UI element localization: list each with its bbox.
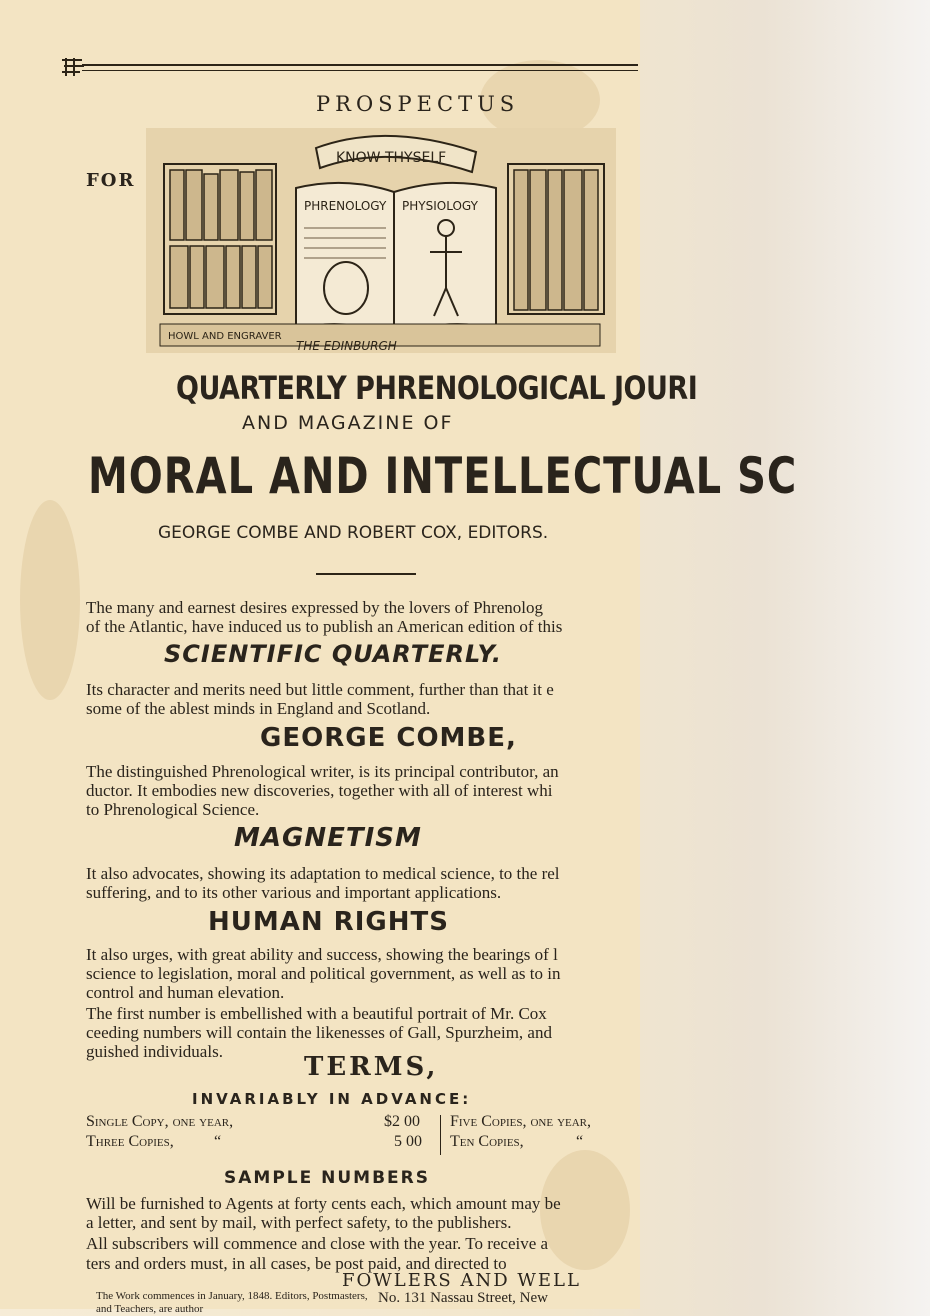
paragraph-line: suffering, and to its other various and important applications. bbox=[86, 883, 502, 902]
paragraph-line: ductor. It embodies new discoveries, together with all of interest whi bbox=[86, 781, 553, 800]
price-divider bbox=[440, 1115, 441, 1155]
price-label: Three Copies, bbox=[86, 1133, 174, 1150]
publisher-address: No. 131 Nassau Street, New bbox=[378, 1290, 548, 1306]
book-right-title: PHYSIOLOGY bbox=[402, 199, 478, 213]
for-label: FOR bbox=[86, 170, 136, 191]
paragraph-line: The many and earnest desires expressed by the lovers of Phrenolog bbox=[86, 598, 543, 617]
commence-note: The Work commences in January, 1848. Editors, Postmasters, and Teachers, are author bbox=[96, 1290, 368, 1315]
ditto-mark: “ bbox=[214, 1133, 222, 1150]
paragraph-line: ceeding numbers will contain the likenesses of Gall, Spurzheim, and bbox=[86, 1023, 552, 1042]
price-label: Single Copy, one year, bbox=[86, 1113, 234, 1130]
paragraph-line: The distinguished Phrenological writer, is its principal contributor, an bbox=[86, 762, 559, 781]
price-label: Ten Copies, bbox=[450, 1133, 524, 1150]
terms-heading: TERMS, bbox=[304, 1052, 439, 1082]
title-line-1: QUARTERLY PHRENOLOGICAL JOURI bbox=[176, 370, 698, 408]
sample-line: Will be furnished to Agents at forty cents each, which amount may be bbox=[86, 1194, 561, 1213]
top-ornament-icon bbox=[60, 56, 86, 78]
sample-line: a letter, and sent by mail, with perfect safety, to the publishers. bbox=[86, 1213, 512, 1232]
engraver-credit: HOWL AND ENGRAVER bbox=[168, 331, 282, 342]
paragraph-line: guished individuals. bbox=[86, 1042, 223, 1061]
title-line-3: MORAL AND INTELLECTUAL SC bbox=[88, 448, 798, 506]
terms-subheading: INVARIABLY IN ADVANCE: bbox=[192, 1090, 472, 1108]
price-table bbox=[84, 1113, 640, 1157]
heading-scientific-quarterly: SCIENTIFIC QUARTERLY. bbox=[164, 640, 503, 668]
top-rule-thin bbox=[82, 70, 638, 71]
top-rule bbox=[82, 64, 638, 66]
paragraph-line: It also advocates, showing its adaptation to medical science, to the rel bbox=[86, 864, 560, 883]
paper-stain bbox=[20, 500, 80, 700]
paragraph-line: The first number is embellished with a beautiful portrait of Mr. Cox bbox=[86, 1004, 547, 1023]
price-value: $2 00 bbox=[384, 1113, 420, 1130]
paragraph-line: some of the ablest minds in England and Scotland. bbox=[86, 699, 431, 718]
paragraph-line: control and human elevation. bbox=[86, 983, 285, 1002]
banner-text: KNOW THYSELF bbox=[336, 150, 447, 166]
sample-numbers-heading: SAMPLE NUMBERS bbox=[224, 1168, 430, 1188]
sample-line: ters and orders must, in all cases, be post paid, and directed to bbox=[86, 1254, 507, 1273]
price-value: 5 00 bbox=[394, 1133, 422, 1150]
decorative-rule bbox=[316, 573, 416, 575]
heading-human-rights: HUMAN RIGHTS bbox=[208, 907, 449, 937]
paragraph-line: science to legislation, moral and political government, as well as to in bbox=[86, 964, 561, 983]
editors-line: GEORGE COMBE AND ROBERT COX, EDITORS. bbox=[158, 523, 549, 543]
publisher-name: FOWLERS AND WELL bbox=[342, 1270, 581, 1291]
prospectus-heading: PROSPECTUS bbox=[316, 92, 520, 116]
sample-line: All subscribers will commence and close with the year. To receive a bbox=[86, 1234, 549, 1253]
engraving-illustration bbox=[146, 128, 616, 353]
paragraph-line: of the Atlantic, have induced us to publish an American edition of this bbox=[86, 617, 563, 636]
paragraph-line: Its character and merits need but little comment, further than that it e bbox=[86, 680, 554, 699]
book-left-title: PHRENOLOGY bbox=[304, 199, 387, 213]
heading-george-combe: GEORGE COMBE, bbox=[260, 723, 517, 753]
price-label: Five Copies, one year, bbox=[450, 1113, 592, 1130]
paragraph-line: to Phrenological Science. bbox=[86, 800, 260, 819]
title-line-2: AND MAGAZINE OF bbox=[242, 412, 454, 434]
publication-name: THE EDINBURGH bbox=[296, 339, 397, 353]
paragraph-line: It also urges, with great ability and success, showing the bearings of l bbox=[86, 945, 558, 964]
heading-magnetism: MAGNETISM bbox=[234, 823, 422, 853]
ditto-mark: “ bbox=[576, 1133, 584, 1150]
